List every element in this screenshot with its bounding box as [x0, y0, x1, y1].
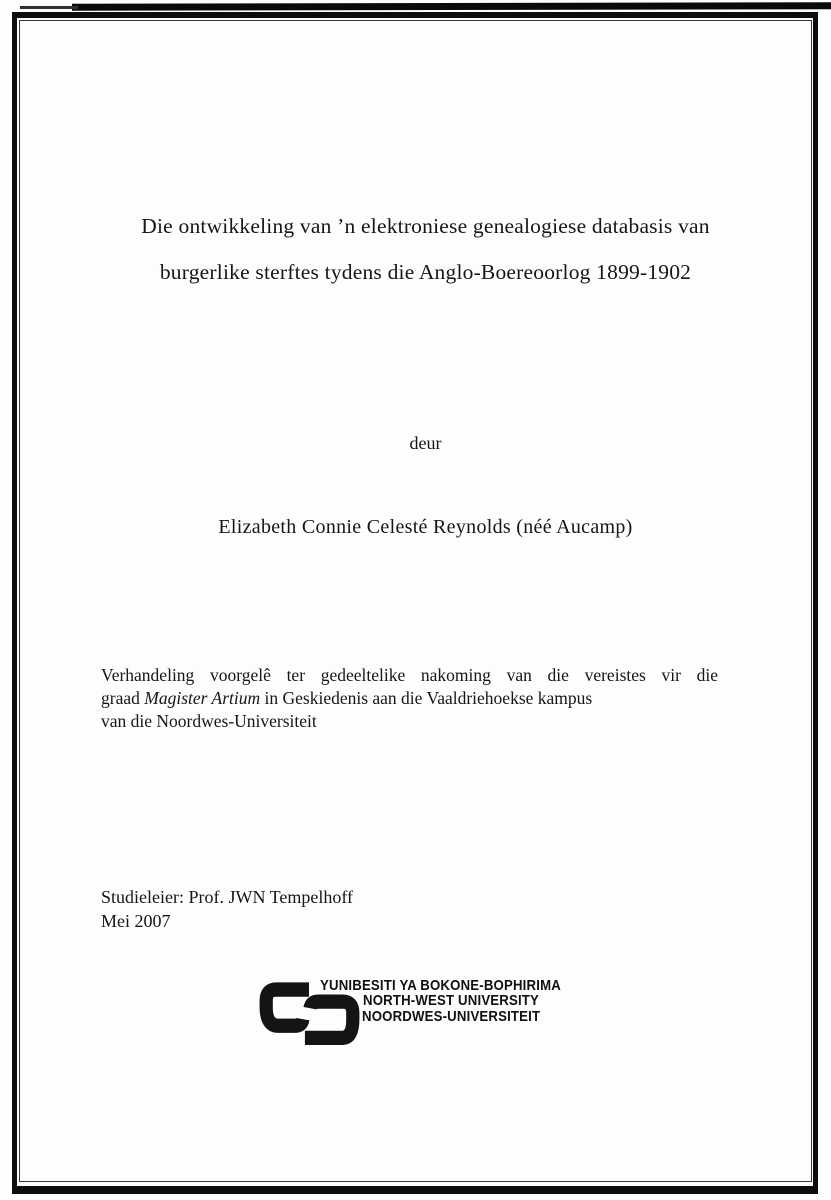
degree-statement-line2-pre: graad [101, 688, 145, 708]
scan-artifact-top [72, 2, 831, 11]
degree-statement-line3: van die Noordwes-Universiteit [101, 711, 317, 731]
logo-text-line3: NOORDWES-UNIVERSITEIT [362, 1008, 541, 1025]
thesis-title-line1: Die ontwikkeling van ’n elektroniese genealogiese databasis van [141, 214, 710, 238]
degree-statement-line2 [101, 687, 718, 710]
author-name: Elizabeth Connie Celesté Reynolds (néé Aucamp) [218, 516, 633, 538]
degree-name-italic: Magister Artium [144, 688, 261, 708]
logo-text-line1: YUNIBESITI YA BOKONE-BOPHIRIMA [320, 977, 561, 994]
logo-text-line2: NORTH-WEST UNIVERSITY [363, 992, 540, 1009]
degree-statement-line2-post: in Geskiedenis aan die Vaaldriehoekse kampus [260, 688, 593, 708]
scan-artifact-top-left [20, 6, 78, 9]
supervisor-line: Studieleier: Prof. JWN Tempelhoff [101, 887, 354, 907]
supervisor-and-date [101, 886, 353, 933]
degree-statement [101, 664, 718, 733]
thesis-title-line2: burgerlike sterftes tydens die Anglo-Boereoorlog 1899-1902 [159, 259, 692, 284]
date-line: Mei 2007 [101, 910, 171, 931]
thesis-title [30, 204, 821, 295]
degree-statement-line1: Verhandeling voorgelê ter gedeeltelike nakoming van die vereistes vir die [101, 665, 718, 685]
byline-label: deur [409, 433, 442, 453]
